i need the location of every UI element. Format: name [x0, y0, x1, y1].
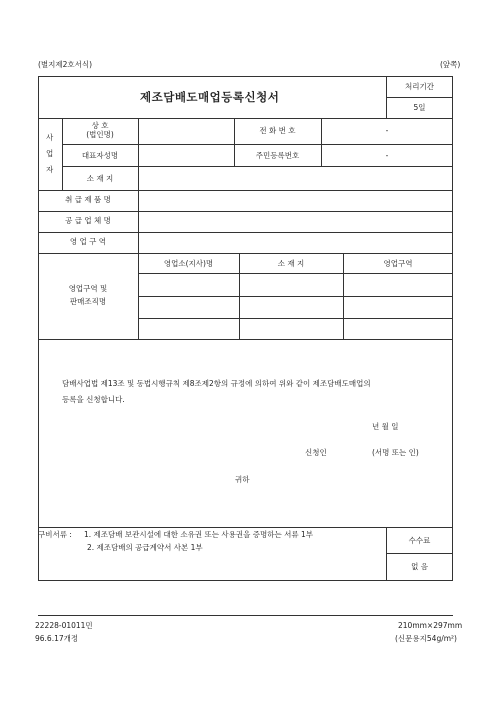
representative-label: 대표자성명 — [81, 151, 119, 160]
divider — [138, 273, 453, 274]
revision-date: 96.6.17개정 — [35, 634, 79, 643]
paper-size: 210mm×297mm — [398, 621, 463, 630]
branch-side-label-2: 판매조직명 — [69, 297, 107, 306]
branch-side-label-1: 영업구역 및 — [68, 284, 108, 293]
form-title: 제조담배도매업등록신청서 — [140, 90, 280, 104]
branch-name-header: 영업소(지사)명 — [163, 259, 214, 268]
applicant-group-label-2: 업 — [46, 149, 54, 158]
sales-area-label: 영 업 구 역 — [69, 237, 107, 246]
statement-line-2: 등록을 신청합니다. — [62, 395, 125, 404]
divider — [138, 296, 453, 297]
fee-label: 수수료 — [408, 536, 431, 545]
divider — [38, 118, 453, 119]
application-date[interactable]: 년 월 일 — [372, 422, 399, 431]
processing-period-value: 5일 — [413, 103, 426, 112]
divider — [138, 118, 139, 190]
products-label: 취 급 제 품 명 — [65, 195, 111, 204]
suppliers-label: 공 급 업 체 명 — [65, 216, 111, 225]
divider — [62, 166, 453, 167]
attachments-label: 구비서류 : — [38, 530, 72, 539]
divider — [62, 144, 453, 145]
signature-placeholder[interactable]: (서명 또는 인) — [372, 448, 419, 457]
recipient-label: 귀하 — [235, 475, 250, 484]
divider — [386, 97, 453, 98]
divider — [38, 190, 453, 191]
form-code: 22228-01011민 — [35, 621, 93, 630]
address-label: 소 재 지 — [86, 174, 114, 183]
attachment-item-2: 2. 제조담배의 공급계약서 사본 1부 — [87, 543, 203, 552]
fee-value: 없 음 — [411, 562, 428, 571]
divider — [38, 211, 453, 212]
phone-label: 전 화 번 호 — [259, 126, 296, 135]
divider — [38, 527, 453, 528]
divider — [38, 232, 453, 233]
divider — [386, 553, 453, 554]
form-number: (별지제2호서식) — [38, 60, 93, 69]
branch-address-header: 소 재 지 — [277, 259, 305, 268]
divider — [138, 318, 453, 319]
statement-line-1: 담배사업법 제13조 및 동법시행규칙 제8조제2항의 규정에 의하여 위와 같이 제조담배도매업의 — [62, 379, 371, 388]
attachment-item-1: 1. 제조담배 보관시설에 대한 소유권 또는 사용권을 증명하는 서류 1부 — [84, 530, 313, 539]
phone-value[interactable]: - — [385, 126, 389, 135]
footer-rule — [38, 615, 453, 616]
resident-number-value[interactable]: - — [385, 151, 389, 160]
divider — [386, 527, 387, 581]
branch-area-header: 영업구역 — [383, 259, 413, 268]
applicant-group-label-1: 사 — [46, 133, 54, 142]
applicant-group-label-3: 자 — [46, 165, 54, 174]
divider — [138, 190, 139, 253]
divider — [38, 339, 453, 340]
trade-name-label: 상 호 — [91, 121, 109, 130]
divider — [38, 253, 453, 254]
resident-number-label: 주민등록번호 — [255, 151, 300, 160]
corporate-name-label: (법인명) — [86, 130, 114, 139]
paper-type: (신문용지54g/m²) — [395, 634, 457, 643]
processing-period-label: 처리기간 — [405, 82, 434, 91]
applicant-label: 신청인 — [305, 448, 327, 457]
page-side-label: (앞쪽) — [440, 60, 461, 69]
